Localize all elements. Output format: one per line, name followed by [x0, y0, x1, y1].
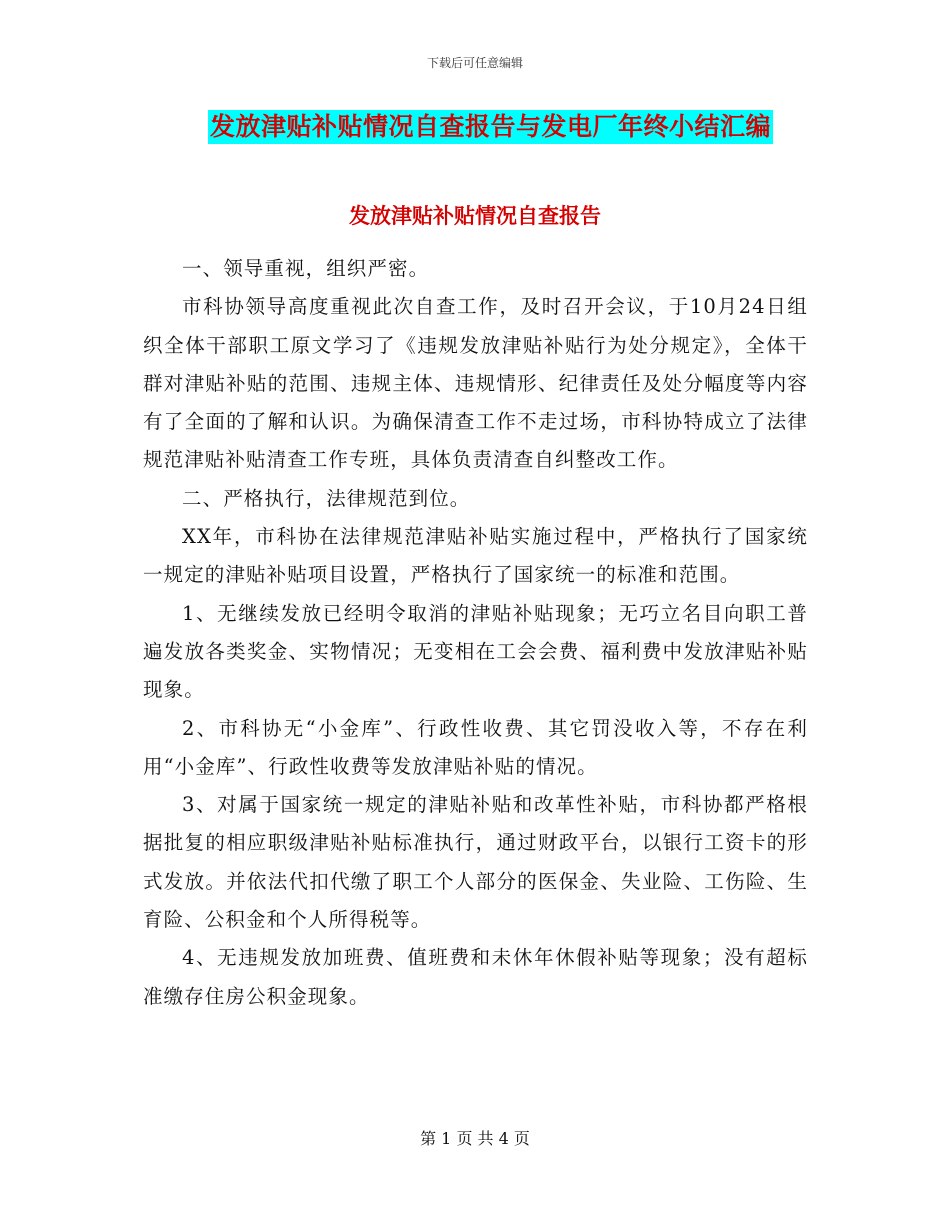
section-title: 发放津贴补贴情况自查报告	[349, 203, 601, 228]
document-title: 发放津贴补贴情况自查报告与发电厂年终小结汇编	[208, 110, 773, 144]
list-item-2: 2、市科协无“小金库”、行政性收费、其它罚没收入等，不存在利用“小金库”、行政性收费等发放津贴补贴的情况。	[143, 716, 808, 778]
list-item-4: 4、无违规发放加班费、值班费和未休年休假补贴等现象；没有超标准缴存住房公积金现象。	[143, 946, 808, 1008]
page-number-footer: 第 1 页 共 4 页	[420, 1129, 530, 1148]
page-header-note: 下载后可任意编辑	[426, 56, 523, 70]
document-body	[143, 250, 808, 1016]
list-item-1: 1、无继续发放已经明令取消的津贴补贴现象；无巧立名目向职工普遍发放各类奖金、实物情况；无变相在工会会费、福利费中发放津贴补贴现象。	[143, 601, 808, 702]
paragraph-execution: XX年，市科协在法律规范津贴补贴实施过程中，严格执行了国家统一规定的津贴补贴项目设置，严格执行了国家统一的标准和范围。	[143, 525, 808, 587]
heading-leadership: 一、领导重视，组织严密。	[182, 257, 430, 280]
paragraph-leadership: 市科协领导高度重视此次自查工作，及时召开会议，于10月24日组织全体干部职工原文学习了《违规发放津贴补贴行为处分规定》，全体干群对津贴补贴的范围、违规主体、违规情形、纪律责任及处分幅度等内容有了全面的了解和认识。为确保清查工作不走过场，市科协特成立了法律规范津贴补贴清查工作专班，具体负责清查自纠整改工作。	[143, 295, 808, 472]
list-item-3: 3、对属于国家统一规定的津贴补贴和改革性补贴，市科协都严格根据批复的相应职级津贴补贴标准执行，通过财政平台，以银行工资卡的形式发放。并依法代扣代缴了职工个人部分的医保金、失业险、工伤险、生育险、公积金和个人所得税等。	[143, 793, 808, 932]
heading-execution: 二、严格执行，法律规范到位。	[182, 486, 471, 510]
